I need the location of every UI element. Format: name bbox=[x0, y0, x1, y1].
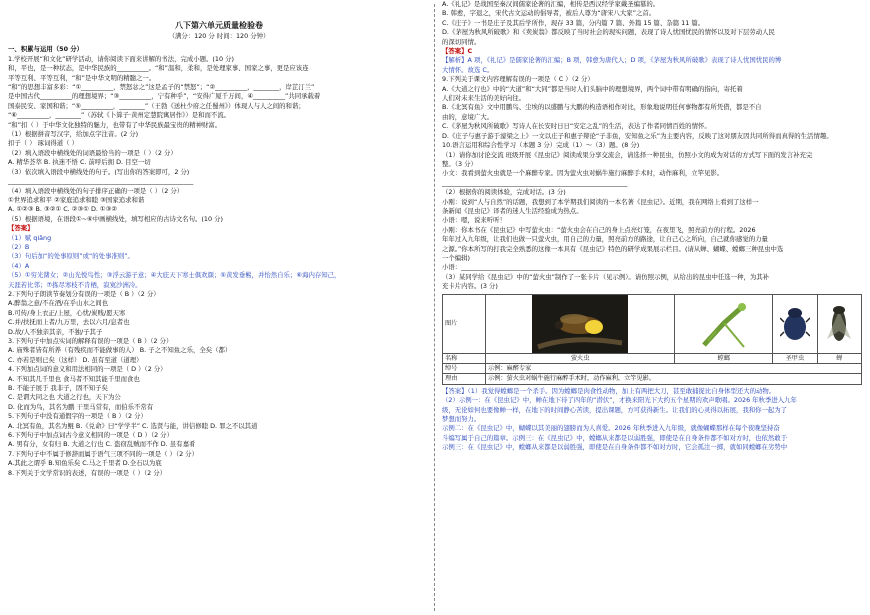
right-lines-line: 由的，意境广大。 bbox=[442, 112, 494, 121]
cicada-image-cell bbox=[817, 294, 861, 353]
cicada-photo bbox=[824, 301, 854, 347]
right-lines-line: 【解析】A 项，《礼记》是儒家论著的汇编；B 项，韩愈为唐代人；D 项，《茅屋为秋风所破歌》表现了诗人忧国忧民的博 bbox=[442, 56, 782, 65]
left-lines-line: D.故/人不独亲其亲，不独/子其子 bbox=[8, 327, 103, 336]
left-lines-line: 4.下列加点词的意义和用法相同的一项是（ D ）（2 分） bbox=[8, 365, 167, 374]
right-lines-line: 年年过入九年级，让我们也做一只萤火虫，用自己的力量，照亮前方的路途，让自己心之所向，自己就你感觉的力量 bbox=[442, 235, 768, 244]
left-lines-line: A. 庙殊者皆有所养（有残疾而不能做事的人） B. 子之不知鱼之乐，全矣（都） bbox=[8, 346, 232, 355]
right-lines-line: 小语：嗯，说来听听！ bbox=[442, 216, 506, 225]
left-lines-line: A. 不知其几千里也 食马者不知其能千里而食也 bbox=[8, 374, 140, 383]
left-lines-line: （4）A bbox=[8, 261, 30, 270]
mantis-image-cell bbox=[675, 294, 773, 353]
right-bottom-line: 示例三：在《昆虫记》中，螳螂从来都是以弱胜强，即使是在自身条件都不如对方时，它会孤注一掷，就如同螳螂在劣势中 bbox=[442, 443, 788, 452]
left-lines-line: C. 亦若是则已矣（这样） D. 虽有至道（道理） bbox=[8, 355, 143, 364]
insect-card-table bbox=[442, 294, 862, 385]
exam-subtitle: （满分：120 分 时间：120 分钟） bbox=[168, 32, 270, 40]
right-text-block bbox=[442, 0, 864, 292]
left-lines-line: （4）填入语段中横线处的句子排序正确的一项是（ ）（2 分） bbox=[8, 186, 184, 195]
card-name-firefly: 萤火虫 bbox=[485, 353, 674, 363]
left-lines-line: “⑥__________，________”（苏轼《卜算子·黄州定慧院寓居作》）是和而不流。 bbox=[8, 111, 231, 120]
right-bottom-line: 级，无论如何也要像蝉一样，在地下的时间静心苦读，提出课题，方可获得新生。让我们的心灵得以拓展，我和你一起为了 bbox=[442, 405, 788, 414]
left-lines-line: C.并/扶抚而上者/九万里，去以六月/息者也 bbox=[8, 318, 130, 327]
right-lines-line: 的深切同情。 bbox=[442, 37, 481, 46]
left-lines-line: （2）B bbox=[8, 242, 30, 251]
left-lines-line: A. 精华荟萃 B. 执迷不悟 C. 前呼后拥 D. 目空一切 bbox=[8, 158, 151, 167]
card-nick-row bbox=[443, 364, 862, 374]
right-lines-line: 整。（3 分） bbox=[442, 159, 477, 168]
left-lines-line: “和”的思想丰富多彩：“①__________，禁怒忿之”这是孟子的“禁怒”；“②__________，________，岸芷汀兰” bbox=[8, 83, 315, 92]
right-lines-line: 小刚：说到“人与自然”的话题，我想到了本学期我们阅读的一本名著《昆虫记》。近期，我在网络上看到了这样一 bbox=[442, 197, 759, 206]
firefly-photo bbox=[532, 295, 628, 353]
right-lines-line: 大情怀。故选 C。 bbox=[442, 65, 494, 74]
left-lines-line: 【答案】 bbox=[8, 224, 34, 233]
right-lines-line: D.《庄子与惠子游于濠梁之上》一文以庄子和惠子辩论“子非鱼，安知鱼之乐”为主要内容，反映了这对朋友因共同所得而真得的生活情趣。 bbox=[442, 131, 833, 140]
left-lines-line: 和，平也，是一种状态，是中华民族的__________。“和”温和，柔和，是处理家事、国家之事，更是应该连 bbox=[8, 64, 309, 73]
dungbeetle-photo bbox=[780, 304, 810, 344]
card-name-row bbox=[443, 353, 862, 363]
right-lines-line: 充卡片内容。(3 分) bbox=[442, 282, 498, 291]
right-lines-line: （3）某同学给《昆虫记》中的“萤火虫”制作了一张卡片（见示例）。请仿照示例，从给出的昆虫中任选一种，为其补 bbox=[442, 272, 770, 281]
left-lines-line: 1.学校开展“和文化”研学活动，请你阅读下面来讲解的书法，完成小题。(10 分) bbox=[8, 54, 234, 63]
left-lines-line: B. 不能子展于 我非子，固不知子矣 bbox=[8, 384, 108, 393]
right-lines-line: 人们对未来生活的美好向往。 bbox=[442, 94, 526, 103]
exam-title: 八下第六单元质量检验卷 bbox=[175, 21, 263, 30]
right-lines-line: 【答案】C bbox=[442, 47, 473, 56]
left-lines-line: 5.下列句子中没有通假字的一项是（ B ）（2 分） bbox=[8, 412, 147, 421]
left-lines-line: A. ①②③ B. ③②① C. ②③① D. ①③② bbox=[8, 205, 118, 214]
right-bottom-line: 斗编写属于自己的篇章。示例三：在《昆虫记》中，螳螂从来都是以弱胜强，即使是在自身条件都不如对方时，也依然敢于 bbox=[442, 433, 788, 442]
left-lines-line: 是中国古代__________的理想境界；“③__________，宁有种乎”，“安得广厦千万间，④__________”共同承载着 bbox=[8, 92, 321, 101]
right-lines-line: 小文：我看到萤火虫就是一个麻醉专家。因为萤火虫对蜗牛施行麻醉手术时，动作麻利，立竿见影。 bbox=[442, 169, 724, 178]
dungbeetle-image-cell bbox=[773, 294, 817, 353]
right-lines-line: B.《北冥有鱼》文中用鹏鸟、尘埃的以盛鹏与大鹏的构造语相作对比，形象地说明任何事物都有所凭借，都是不自 bbox=[442, 103, 762, 112]
right-lines-line: 9.下列关于课文内容理解有误的一项是（ C ）（2 分） bbox=[442, 75, 594, 84]
right-lines-line: D.《茅屋为秋风所破歌》和《卖炭翁》都反映了当时社会的现实问题，表现了诗人忧国忧民的情怀以及对下层劳动人民 bbox=[442, 28, 775, 37]
left-lines-line: A. 北冥有鱼，其名为鲲 B.《兑命》曰“学学半” C. 选贤与能，讲信修睦 D. 罪之不以其道 bbox=[8, 421, 258, 430]
right-lines-line: 10.语言运用和综合性学习（本题 3 分）完成（1）～（3）题。(8 分) bbox=[442, 141, 640, 150]
card-nick-example: 示例：麻醉专家 bbox=[485, 364, 861, 374]
left-lines-line: A.醉翁之意/不在酒/在乎山水之间也 bbox=[8, 299, 109, 308]
right-lines-line: C.《庄子》一书是庄子及其后学所作，现存 33 篇，分内篇 7 篇、外篇 15 篇、杂篇 11 篇。 bbox=[442, 18, 705, 27]
right-lines-line: 之源。”你本所写的打我完全熟悉的这像一本具有《昆虫记》特色的研学成果展示栏目。(请从蝉、蝴蝶、螳螂三种昆虫中选 bbox=[442, 244, 784, 253]
left-column bbox=[8, 0, 430, 615]
left-lines-line: A. 男有分，女有归 B. 大道之行也 C. 盗窃乱贼而不作 D. 虽有嘉肴 bbox=[8, 440, 196, 449]
right-lines-line: 条新闻《昆虫记》译者的迷人生活经验成为热点。 bbox=[442, 206, 583, 215]
card-name-mantis: 螳螂 bbox=[675, 353, 773, 363]
left-lines-line: 一、积累与运用（50 分） bbox=[8, 45, 84, 54]
card-name-cicada: 蝉 bbox=[817, 353, 861, 363]
left-lines-line: 8.下列关于文学常识的表述，有误的一项是（ ）（2 分） bbox=[8, 468, 167, 477]
card-image-label: 图片 bbox=[443, 294, 486, 353]
left-lines-line: （2）填入语段中横线处的词语最恰当的一项是（ ）（2 分） bbox=[8, 148, 177, 157]
left-lines-line: “和”扣（ ）于中华文化独特的魅力，也带有了中华民族最宝贵的精神财富。 bbox=[8, 120, 222, 129]
right-lines-line: A.《礼记》是战国至秦汉间儒家论著的汇编，相传是西汉经学家戴圣编纂的。 bbox=[442, 0, 660, 8]
left-lines-line: （3）依次填入语段中横线处的句子。(写出你的答案即可，2 分) bbox=[8, 167, 190, 176]
card-reason-label: 理由 bbox=[443, 374, 486, 384]
left-lines-line: 7.下列句子中不属于修辞而属于语气三项不同的一项是（ ）（2 分） bbox=[8, 449, 198, 458]
card-nick-label: 绰号 bbox=[443, 364, 486, 374]
right-lines-line: （1）请你加讨论交流 班级开展《昆虫记》阅读成果分享交流会，请选择一种昆虫，仿照小文的成为对话的方式写下面的发言补充完 bbox=[442, 150, 813, 159]
right-lines-line: C.《茅屋为秋风所破歌》写诗人在长安时日日“安定之乱”的生活，表达了作者同情百姓的情怀。 bbox=[442, 122, 711, 131]
left-lines-line: 天涯若比邻；⑦拣尽寒枝不肯栖，寂寞沙洲冷。 bbox=[8, 280, 142, 289]
left-lines-line: 国泰民安、家国和谐；“⑤__________，________”（王勃《送杜少府之任蜀州》）体现人与人之间的和谐； bbox=[8, 101, 305, 110]
left-lines-line: （5）①穷光凿女；②山光悦鸟性；③浮云游子意；④大庇天下寒士俱欢颜；⑤黄发垂髫，并怡然自乐；⑥海内存知己， bbox=[8, 271, 341, 280]
right-bottom-line: 【答案】（1）我觉得螳螂是一个杀手。因为螳螂是肉食性动物，加上有两把大刀，甚至敢捕捉比自身体型还大的动物。 bbox=[442, 386, 776, 395]
right-lines-line: 一个编辑) bbox=[442, 253, 471, 262]
right-lines-line: 小刚：你本书在《昆虫记》中写萤火虫：“萤火虫会在自己的身上点亮灯笼，在夜里飞，照亮前方的行程。2026 bbox=[442, 225, 756, 234]
left-lines-line: A.其此之谓乎 B.知鱼乐矣 C.马之千里者 D.全石以为底 bbox=[8, 459, 162, 468]
left-lines-line: 3.下列句子中加点实词的解释有误的一项是（ B ）（2 分） bbox=[8, 337, 173, 345]
left-lines-line: ①世界追求和平 ②家庭追求和睦 ③国家追求和谐 bbox=[8, 195, 145, 204]
right-lines-line: （2）根据你的阅读体验，完成对话。(3 分) bbox=[442, 188, 566, 197]
column-divider bbox=[434, 4, 435, 611]
left-lines-line: C. 是谓大同之也 大道之行也，天下为公 bbox=[8, 393, 121, 402]
right-bottom-line: 梦想而努力。 bbox=[442, 415, 481, 424]
left-lines-line: B.可传/身上衣正/上屋，心忧/炭贱/愿天寒 bbox=[8, 308, 126, 317]
card-image-row bbox=[443, 294, 862, 353]
right-lines-line: __________________________________________________________ bbox=[442, 178, 628, 187]
left-text-block bbox=[8, 45, 430, 478]
left-lines-line: （5）根据语境，在语段①~⑥中画横线处，填写相应的古诗文名句。(10 分) bbox=[8, 214, 223, 223]
card-reason-example: 示例：萤火虫对蜗牛施行麻醉手术时，动作麻利，立竿见影。 bbox=[485, 374, 861, 384]
left-lines-line: （1）根据拼音写汉字，给加点字注音。(2 分) bbox=[8, 130, 139, 139]
right-lines-line: 小语：__________________________________________________ bbox=[442, 263, 621, 272]
left-lines-line: （3）句后加“的处事原则”或“的处事准则”。 bbox=[8, 252, 134, 261]
right-lines-line: A.《大道之行也》中的“大道”和“大同”都是当时人们头脑中的理想境界，两个词中带有明确的指向，寄托着 bbox=[442, 84, 743, 93]
right-column bbox=[442, 0, 864, 615]
left-lines-line: D. 化而为鸟，其名为鹏 干里马常有，而伯乐不常有 bbox=[8, 402, 154, 411]
card-name-dungbeetle: 圣甲虫 bbox=[773, 353, 817, 363]
left-lines-line: __________________________________________________________ bbox=[8, 177, 194, 186]
right-answer-block bbox=[442, 387, 864, 453]
left-lines-line: （1）赋 qiǎng bbox=[8, 233, 52, 242]
card-name-label: 名称 bbox=[443, 353, 486, 363]
right-bottom-line: （2）示例一：在《昆虫记》中，蝉在地下待了四年的“潜伏”，才换来阳光下大约五个星期的欢声歌唱。2026 年秋季进入九年 bbox=[442, 396, 797, 405]
right-bottom-line: 示例二：在《昆虫记》中，蝴蝶以其美丽的翅膀而为人喜爱。2026 年秋季进入九年级，就像蝴蝶那样在每个夜晚坚持奋 bbox=[442, 424, 780, 433]
card-reason-row bbox=[443, 374, 862, 384]
left-lines-line: 扣子（ ） 琢词得道（ ） bbox=[8, 139, 78, 148]
firefly-image-cell bbox=[485, 294, 674, 353]
mantis-photo bbox=[694, 295, 754, 353]
left-lines-line: 6.下列句子中加点词古今意义相同的一项是（ D ）（2 分） bbox=[8, 431, 173, 440]
left-lines-line: 平等互利、平等互利，“和”是中华文明的精髓之一。 bbox=[8, 73, 156, 82]
left-lines-line: 2.下列句子朗读节奏划分有误的一项是（ B ）（2 分） bbox=[8, 289, 160, 298]
right-lines-line: B. 韩愈，字退之，宋代古文运动的倡导者，被后人尊为“唐宋八大家”之首。 bbox=[442, 9, 656, 18]
